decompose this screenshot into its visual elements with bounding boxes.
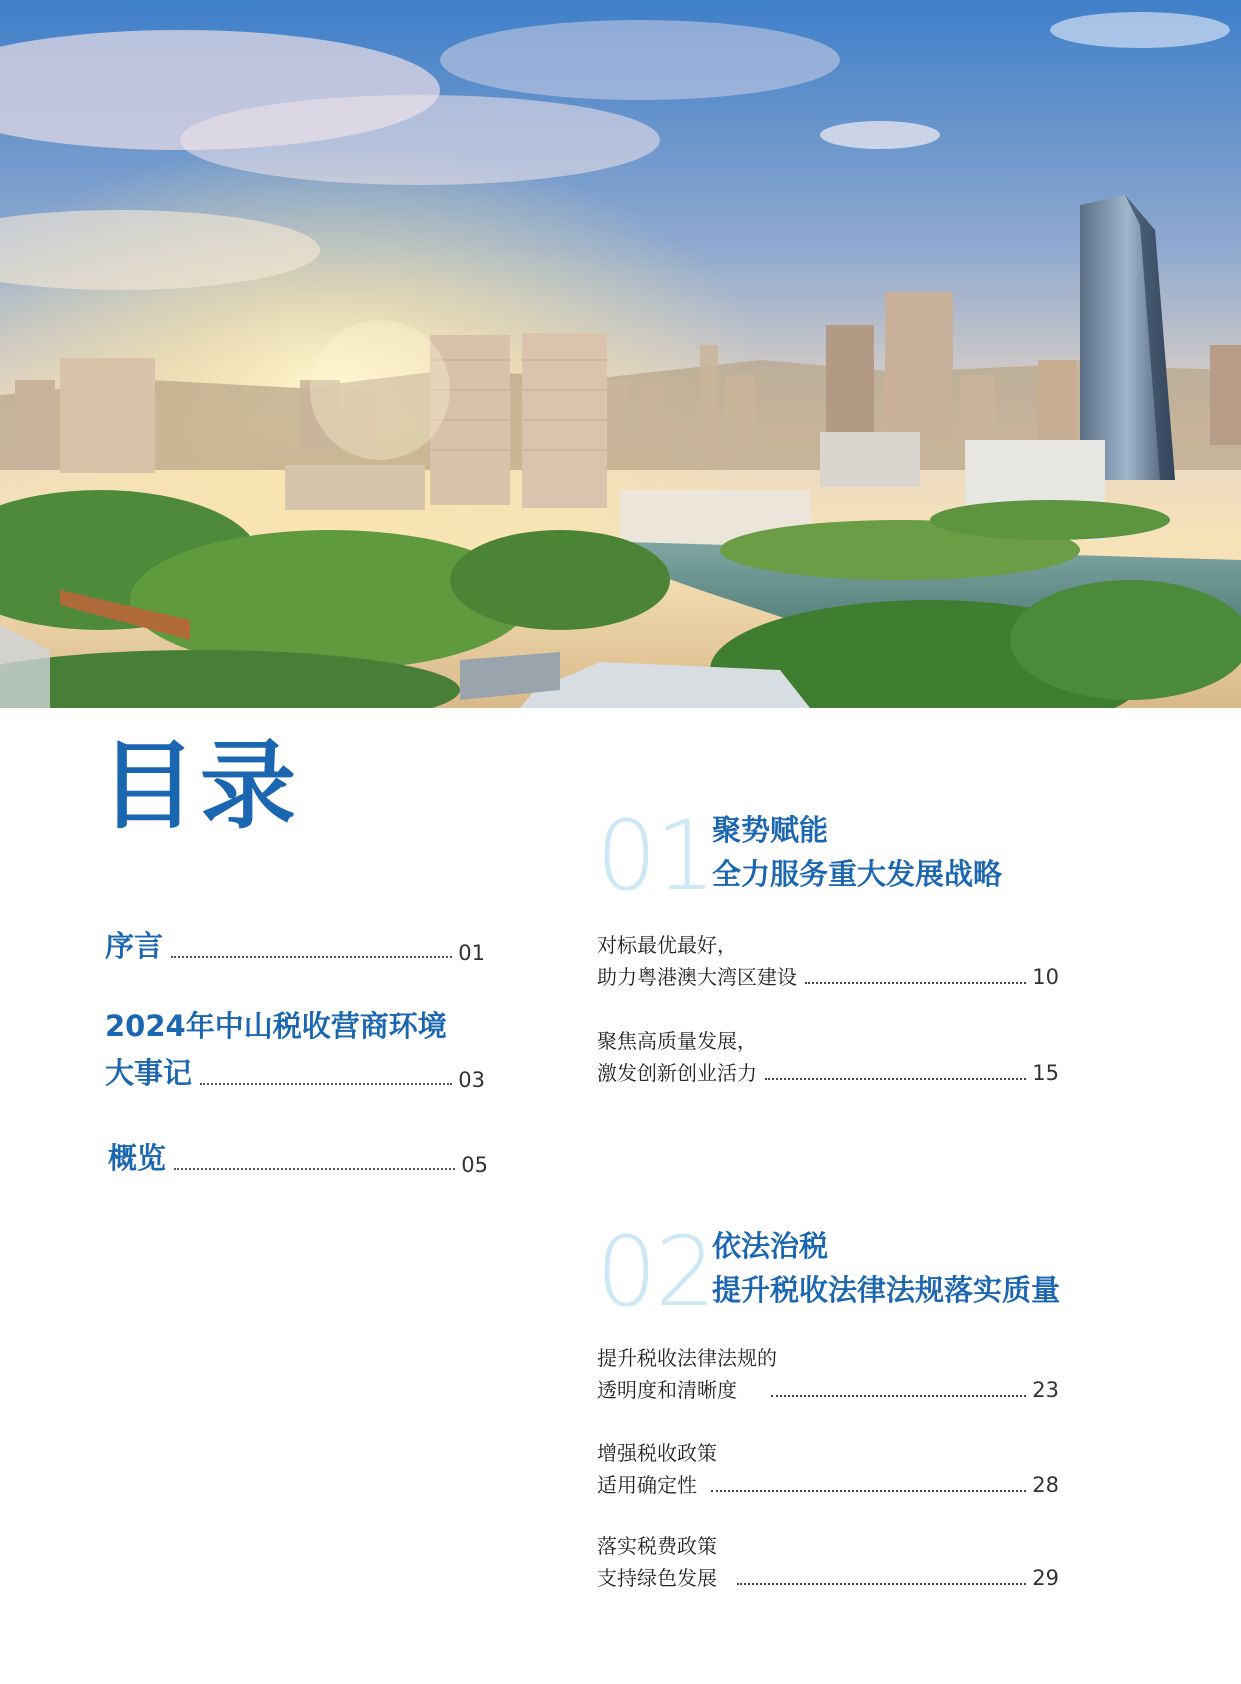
toc-page-number: 23 [1032, 1378, 1059, 1402]
section-title-line2: 提升税收法律法规落实质量 [712, 1273, 1061, 1307]
section-title[interactable] [712, 808, 1002, 896]
toc-page-number: 10 [1032, 965, 1059, 989]
toc-page-number: 03 [458, 1068, 485, 1092]
toc-entry-label: 序言 [105, 929, 164, 963]
toc-entry-label-line1: 2024年中山税收营商环境 [105, 1009, 447, 1043]
toc-subentry-line1: 增强税收政策 [597, 1441, 717, 1465]
leader-dots [765, 1078, 1026, 1080]
section-title-line1: 聚势赋能 [712, 813, 829, 847]
hero-cityscape-image [0, 0, 1241, 708]
leader-dots [805, 982, 1026, 984]
toc-page-number: 15 [1032, 1061, 1059, 1085]
leader-dots [711, 1490, 1026, 1492]
toc-subentry-line1: 提升税收法律法规的 [597, 1346, 777, 1370]
leader-dots [171, 956, 452, 958]
toc-subentry[interactable] [597, 1437, 1059, 1501]
toc-subentry-line1: 聚焦高质量发展， [597, 1029, 757, 1053]
toc-entry-overview[interactable] [108, 1136, 488, 1177]
leader-dots [771, 1395, 1026, 1397]
section-number: 01 [596, 800, 715, 912]
section-title-line1: 依法治税 [712, 1229, 829, 1263]
leader-dots [737, 1583, 1026, 1585]
toc-entry-label: 概览 [108, 1141, 167, 1175]
toc-subentry-line2: 激发创新创业活力 [597, 1061, 757, 1085]
section-title[interactable] [712, 1224, 1060, 1312]
toc-subentry-line1: 对标最优最好， [597, 933, 737, 957]
toc-page-number: 28 [1032, 1473, 1059, 1497]
section-title-line2: 全力服务重大发展战略 [712, 857, 1003, 891]
leader-dots [174, 1168, 455, 1170]
section-number: 02 [596, 1216, 715, 1328]
toc-subentry[interactable] [597, 1025, 1059, 1089]
toc-page-number: 01 [458, 941, 485, 965]
toc-entry-preface[interactable] [105, 924, 485, 965]
toc-subentry-line2: 助力粤港澳大湾区建设 [597, 965, 797, 989]
toc-subentry-line2: 适用确定性 [597, 1473, 697, 1497]
toc-subentry-line1: 落实税费政策 [597, 1534, 717, 1558]
toc-page-number: 05 [461, 1153, 488, 1177]
toc-entry-label: 大事记 [105, 1056, 193, 1090]
page-title: 目录 [100, 730, 300, 842]
toc-entry-events[interactable] [105, 1004, 485, 1092]
toc-page-number: 29 [1032, 1566, 1059, 1590]
toc-subentry[interactable] [597, 929, 1059, 993]
toc-subentry[interactable] [597, 1342, 1059, 1406]
toc-subentry-line2: 支持绿色发展 [597, 1566, 717, 1590]
toc-subentry[interactable] [597, 1530, 1059, 1594]
toc-subentry-line2: 透明度和清晰度 [597, 1378, 737, 1402]
leader-dots [200, 1083, 452, 1085]
